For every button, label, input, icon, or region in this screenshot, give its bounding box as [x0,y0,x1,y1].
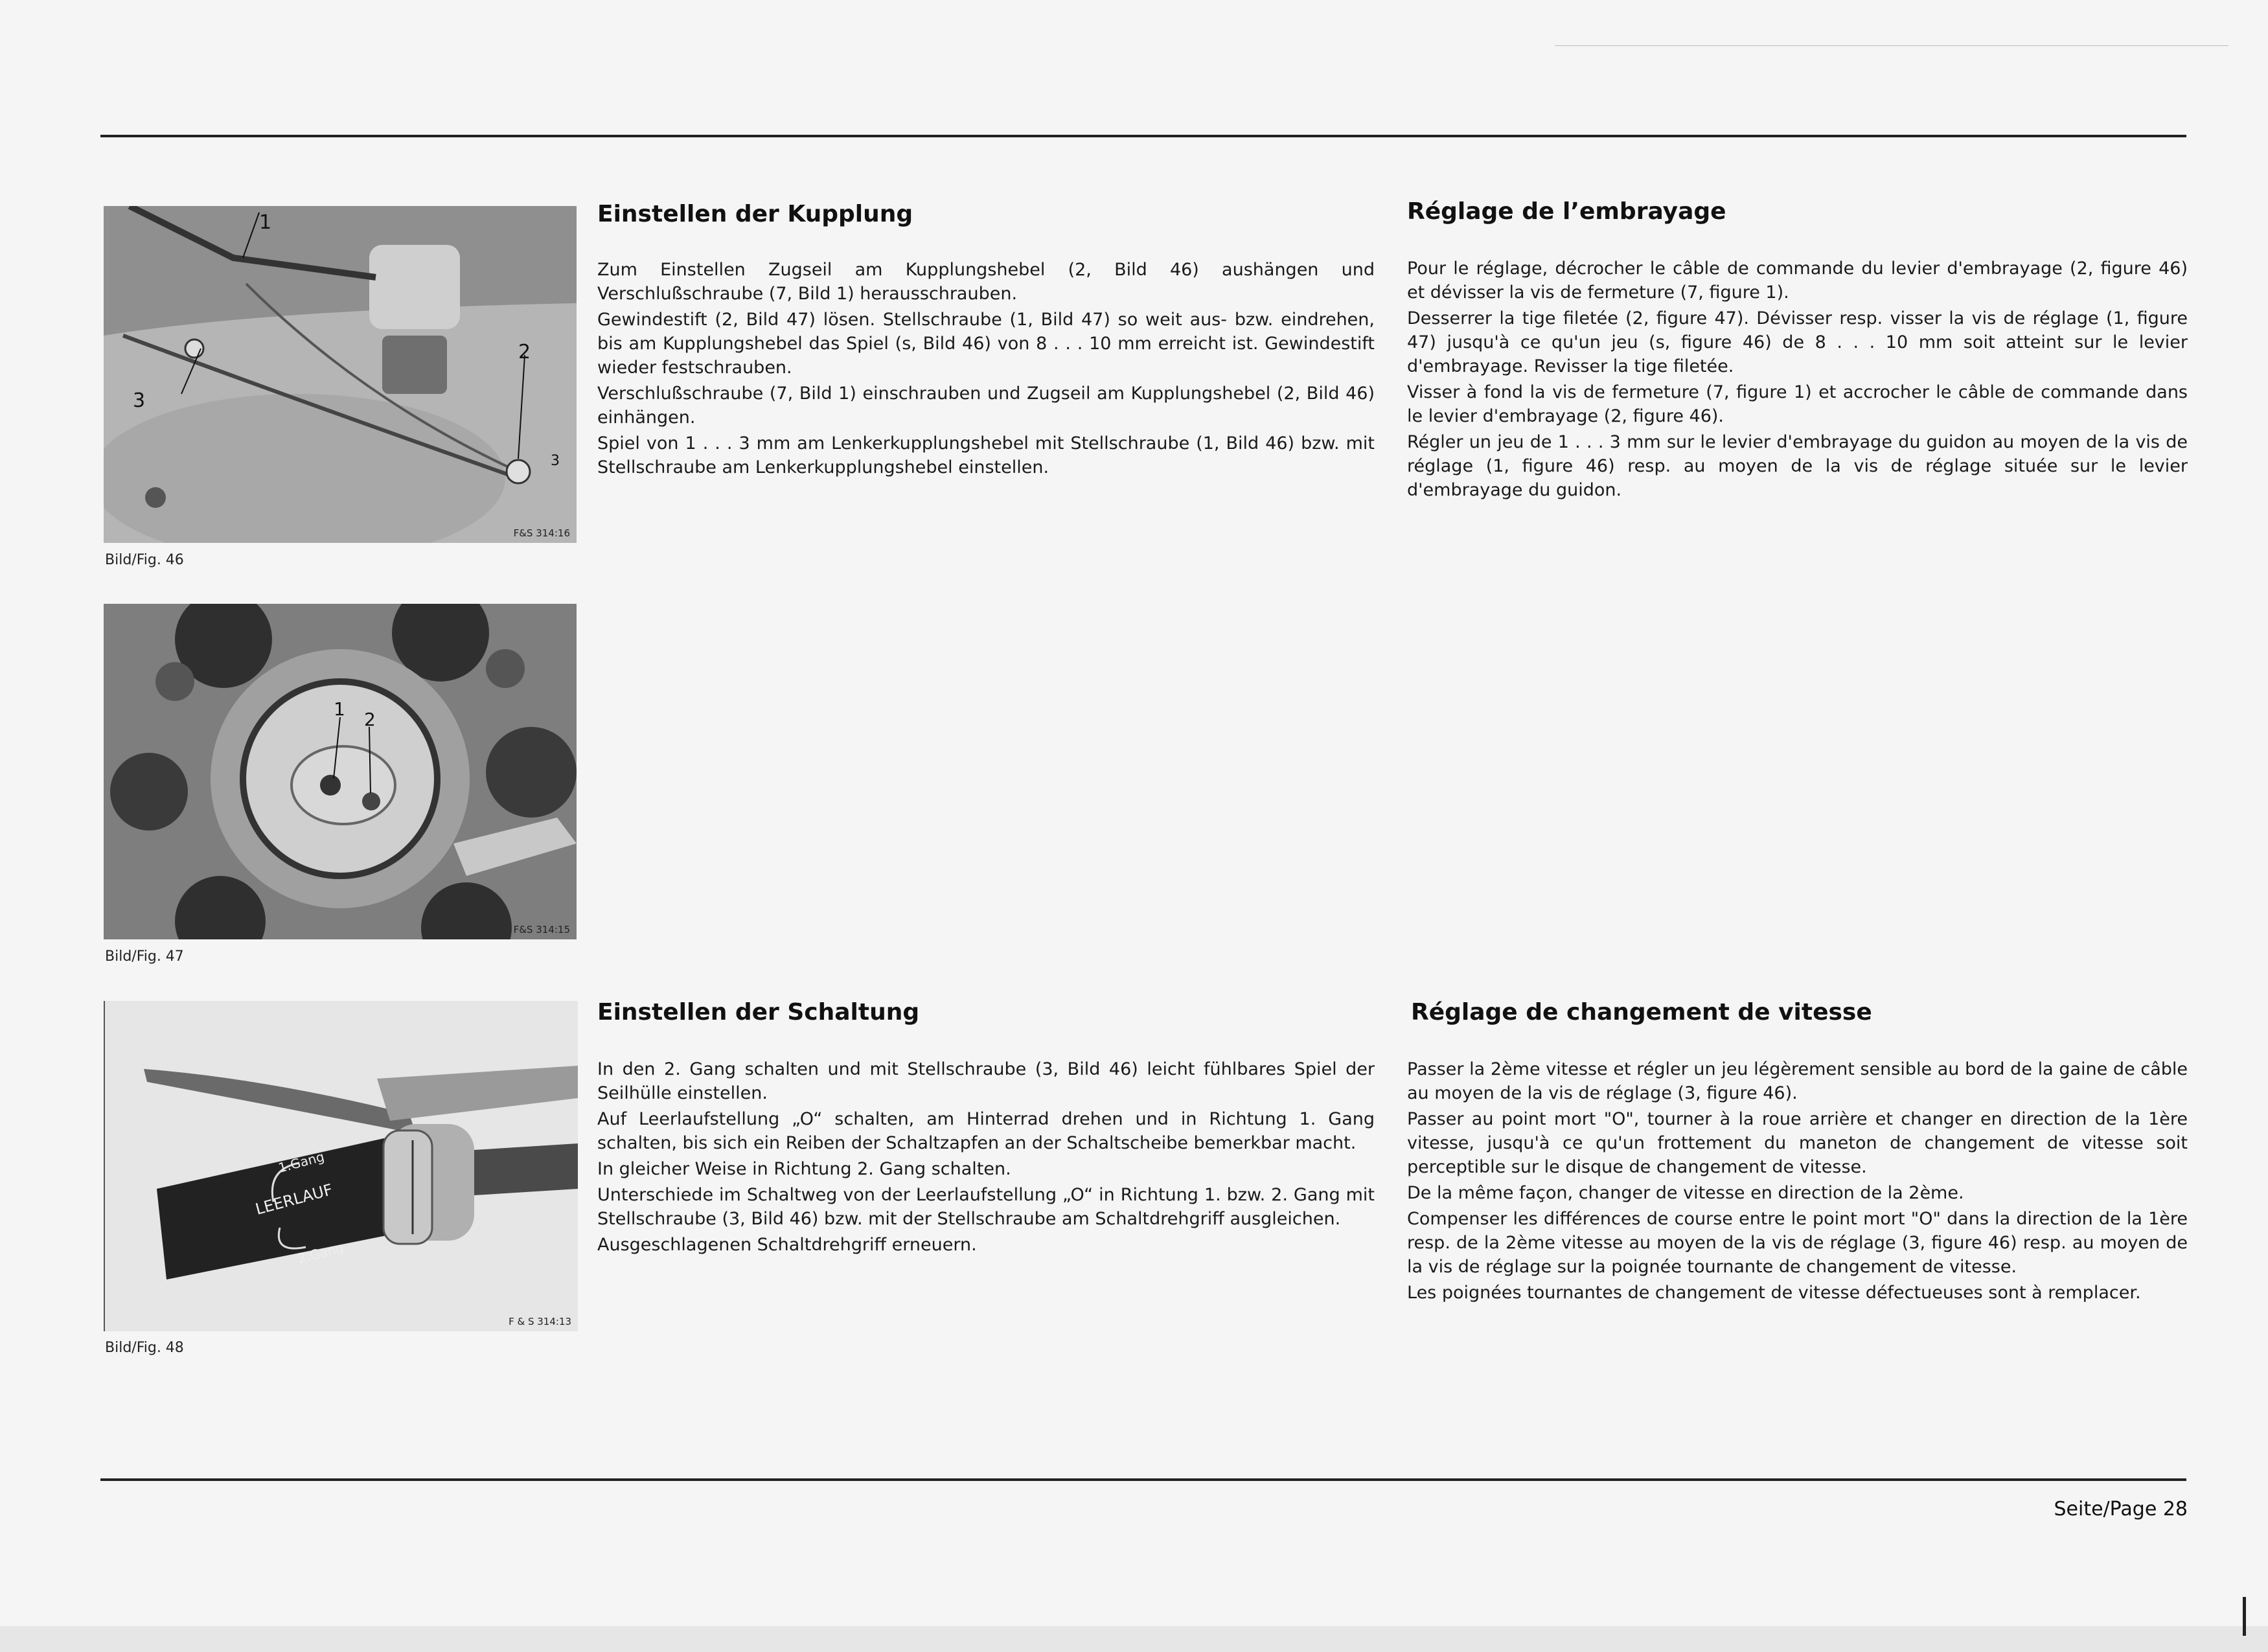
grip-label-leerlauf: LEERLAUF [253,1180,335,1219]
figure-46-caption: Bild/Fig. 46 [105,552,184,568]
section-shift-heading-fr: Réglage de changement de vitesse [1411,999,1872,1026]
figure-48-caption: Bild/Fig. 48 [105,1340,184,1356]
figure-47-code: F&S 314:15 [513,924,570,935]
figure-46-callout-3b: 3 [551,453,560,469]
paragraph: Pour le réglage, décrocher le câble de commande du levier d'embrayage (2, figure 46) et dévisser la vis de fermeture (7, figure 1). [1407,258,2188,303]
clutch-lever-illustration [104,206,577,543]
section-clutch-body-de [597,258,1375,481]
figure-47-callout-2: 2 [364,709,376,730]
header-rule [100,135,2186,137]
scan-bottom-edge [0,1626,2268,1652]
paragraph: Ausgeschlagenen Schaltdrehgriff erneuern. [597,1235,977,1255]
section-clutch-heading-fr: Réglage de l’embrayage [1407,198,1726,225]
figure-47-callout-1: 1 [334,698,345,720]
paragraph: Spiel von 1 . . . 3 mm am Lenkerkupplungshebel mit Stellschraube (1, Bild 46) bzw. mit Stellschraube am Lenkerkupplungshebel einstellen. [597,433,1375,477]
paragraph: Visser à fond la vis de fermeture (7, figure 1) et accrocher le câble de commande dans le levier d'embrayage (2, figure 46). [1407,382,2188,426]
scan-edge-mark [2243,1597,2246,1636]
figure-48-photo [104,1001,578,1331]
grip-label-2-gang: 2.Gang [296,1239,346,1267]
section-shift-body-fr [1407,1057,2188,1307]
figure-47-photo [104,604,577,939]
clutch-cover-illustration [104,604,577,939]
paragraph: Les poignées tournantes de changement de vitesse défectueuses sont à remplacer. [1407,1283,2141,1303]
paragraph: Unterschiede im Schaltweg von der Leerlaufstellung „O“ in Richtung 1. bzw. 2. Gang mit Stellschraube (3, Bild 46) bzw. mit der Stellschraube am Schaltdrehgriff ausgleichen. [597,1185,1375,1229]
figure-46-callout-1: 1 [259,211,272,234]
scan-artifact-line [1555,45,2228,46]
paragraph: Passer au point mort "O", tourner à la roue arrière et changer en direction de la 1ère vitesse, jusqu'à ce qu'un frottement du maneton de changement de vitesse soit perceptible sur le disque de changement de vitesse. [1407,1109,2188,1177]
paragraph: Compenser les différences de course entre le point mort "O" dans la direction de la 1ère resp. de la 2ème vitesse au moyen de la vis de réglage (3, figure 46) resp. au moyen de la vis de réglage sur la poignée tournante de changement de vitesse. [1407,1209,2188,1277]
twist-grip-illustration [105,1001,578,1331]
paragraph: Zum Einstellen Zugseil am Kupplungshebel (2, Bild 46) aushängen und Verschlußschraube (7, Bild 1) herausschrauben. [597,260,1375,304]
grip-label-1-gang: 1.Gang [277,1148,326,1176]
paragraph: De la même façon, changer de vitesse en direction de la 2ème. [1407,1183,1964,1203]
figure-48-code: F & S 314:13 [509,1316,571,1327]
paragraph: Régler un jeu de 1 . . . 3 mm sur le levier d'embrayage du guidon au moyen de la vis de réglage (1, figure 46) resp. au moyen de la vis de réglage située sur le levier d'embrayage du guidon. [1407,432,2188,500]
paragraph: Gewindestift (2, Bild 47) lösen. Stellschraube (1, Bild 47) so weit aus- bzw. eindrehen, bis am Kupplungshebel das Spiel (s, Bild 46) von 8 . . . 10 mm erreicht ist. Gewindestift wieder festschrauben. [597,310,1375,378]
paragraph: Desserrer la tige filetée (2, figure 47). Dévisser resp. visser la vis de réglage (1, figure 47) jusqu'à ce qu'un jeu (s, figure 46) de 8 . . . 10 mm soit atteint sur le levier d'embrayage. Revisser la tige filetée. [1407,308,2188,376]
section-clutch-body-fr [1407,257,2188,504]
figure-46-photo [104,206,577,543]
paragraph: In gleicher Weise in Richtung 2. Gang schalten. [597,1159,1011,1179]
page-number: Seite/Page 28 [2054,1498,2188,1520]
footer-rule [100,1478,2186,1481]
paragraph: Auf Leerlaufstellung „O“ schalten, am Hinterrad drehen und in Richtung 1. Gang schalten, bis sich ein Reiben der Schaltzapfen an der Schaltscheibe bemerkbar macht. [597,1109,1375,1153]
figure-46-callout-2: 2 [518,341,531,363]
figure-47-caption: Bild/Fig. 47 [105,948,184,965]
figure-46-code: F&S 314:16 [513,527,570,539]
section-shift-body-de [597,1057,1375,1259]
paragraph: Passer la 2ème vitesse et régler un jeu légèrement sensible au bord de la gaine de câble au moyen de la vis de réglage (3, figure 46). [1407,1059,2188,1103]
section-shift-heading-de: Einstellen der Schaltung [597,999,920,1026]
paragraph: Verschlußschraube (7, Bild 1) einschrauben und Zugseil am Kupplungshebel (2, Bild 46) einhängen. [597,384,1375,428]
figure-46-callout-3: 3 [133,389,146,412]
paragraph: In den 2. Gang schalten und mit Stellschraube (3, Bild 46) leicht fühlbares Spiel der Seilhülle einstellen. [597,1059,1375,1103]
section-clutch-heading-de: Einstellen der Kupplung [597,201,913,227]
